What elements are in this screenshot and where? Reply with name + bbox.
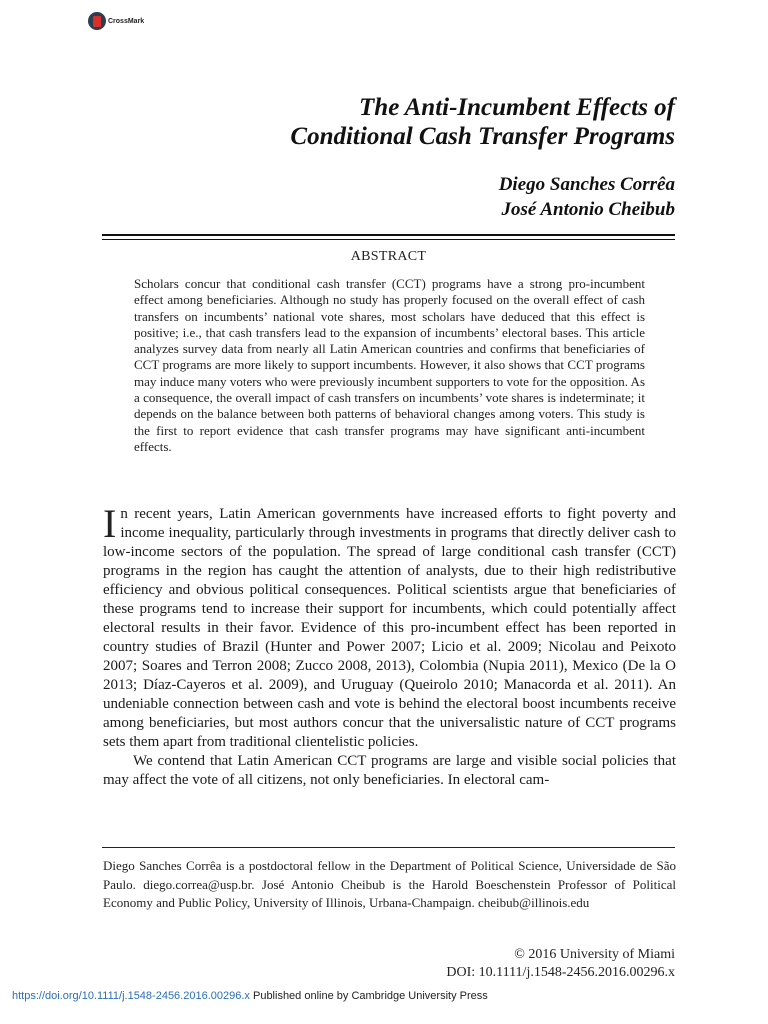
abstract-heading: ABSTRACT bbox=[350, 249, 427, 264]
abstract-text: Scholars concur that conditional cash transfer (CCT) programs have a strong pro-incumbent effect among beneficiaries. Although no study has properly focused on the overall effect of cash transfers on incumbents’ national vote shares, most scholars have deduced that this effect is positive; i.e., that cash transfers lead to the expansion of incumbents’ electoral bases. This article analyzes survey data from nearly all Latin American countries and confirms that beneficiaries of CCT programs are more likely to support incumbents. However, it also shows that CCT programs may induce many voters who were previously incumbent supporters to vote for the opposition. As a consequence, the overall impact of cash transfers on incumbents’ vote shares is indeterminate; it depends on the balance between both patterns of behavioral changes among voters. This study is the first to report evidence that cash transfer programs may have significant anti-incumbent effects. bbox=[134, 276, 645, 454]
title-line-2: Conditional Cash Transfer Programs bbox=[290, 123, 675, 150]
copyright-block bbox=[275, 946, 675, 982]
published-online-text: Published online by Cambridge University Press bbox=[252, 990, 488, 1002]
body-paragraph-1 bbox=[103, 501, 676, 752]
drop-cap: I bbox=[103, 501, 117, 546]
author-list bbox=[275, 172, 675, 222]
article-title bbox=[115, 93, 675, 151]
author-footnote: Diego Sanches Corrêa is a postdoctoral fellow in the Department of Political Science, Universidade de São Paulo. diego.correa@usp.br. José Antonio Cheibub is the Harold Boeschenstein Professor of Political Economy and Public Policy, University of Illinois, Urbana-Champaign. cheibub@illinois.edu bbox=[103, 858, 676, 910]
title-line-1: The Anti-Incumbent Effects of bbox=[359, 94, 675, 121]
author-1: Diego Sanches Corrêa bbox=[498, 174, 675, 195]
paragraph-1-text: n recent years, Latin American governments have increased efforts to fight poverty and income inequality, particularly through investments in programs that directly deliver cash to low-income sectors of the population. The spread of large conditional cash transfer (CCT) programs in the region has caught the attention of analysts, due to their high redistributive efficiency and obvious political consequences. Political scientists argue that beneficiaries of these programs tend to increase their support for incumbents, which could potentially affect electoral results in their favor. Evidence of this pro-incumbent effect has been reported in country studies of Brazil (Hunter and Power 2007; Licio et al. 2009; Nicolau and Peixoto 2007; Soares and Terron 2008; Zucco 2008, 2013), Colombia (Nupia 2011), Mexico (De la O 2013; Díaz-Cayeros et al. 2009), and Uruguay (Queirolo 2010; Manacorda et al. 2011). An undeniable connection between cash and vote is behind the electoral boost incumbents receive among beneficiaries, but most authors concur that the universalistic nature of CCT programs sets them apart from traditional clientelistic policies. bbox=[103, 506, 676, 750]
crossmark-icon bbox=[88, 12, 106, 30]
copyright-line: © 2016 University of Miami bbox=[514, 947, 675, 962]
doi-line: DOI: 10.1111/j.1548-2456.2016.00296.x bbox=[446, 965, 675, 980]
footnote-divider bbox=[102, 847, 675, 848]
author-2: José Antonio Cheibub bbox=[501, 199, 675, 220]
article-body bbox=[103, 501, 676, 790]
publication-footer bbox=[12, 990, 488, 1002]
crossmark-label: CrossMark bbox=[108, 17, 145, 25]
crossmark-badge[interactable] bbox=[88, 11, 144, 31]
body-paragraph-2: We contend that Latin American CCT programs are large and visible social policies that may affect the vote of all citizens, not only beneficiaries. In electoral cam- bbox=[103, 753, 676, 788]
doi-link[interactable]: https://doi.org/10.1111/j.1548-2456.2016.00296.x bbox=[12, 990, 250, 1002]
title-divider bbox=[102, 234, 675, 240]
